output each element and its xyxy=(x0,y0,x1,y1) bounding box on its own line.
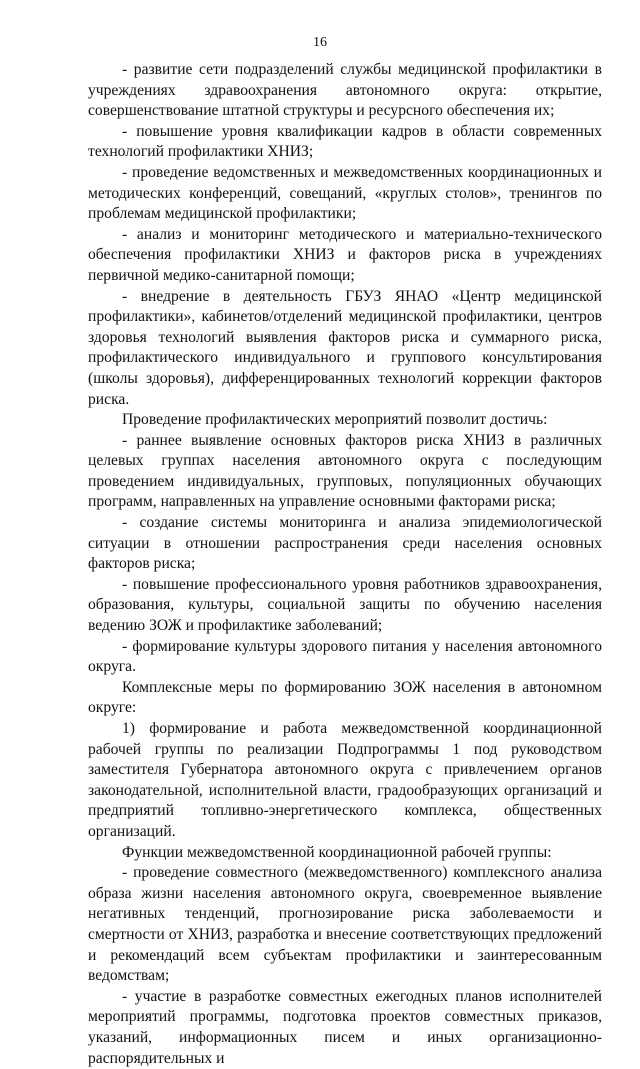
page-number: 16 xyxy=(313,35,327,50)
paragraph: - повышение уровня квалификации кадров в области современных технологий профилактики ХНИЗ; xyxy=(88,122,602,161)
paragraph: Комплексные меры по формированию ЗОЖ населения в автономном округе: xyxy=(88,678,602,717)
paragraph: - формирование культуры здорового питания у населения автономного округа. xyxy=(88,637,602,676)
paragraph: 1) формирование и работа межведомственной координационной рабочей группы по реализации Подпрограммы 1 под руководством заместителя Губернатора автономного округа с привлечением органов законодательной, исполнительной власти, градообразующих организаций и предприятий топливно-энергетического комплекса, общественных организаций. xyxy=(88,720,602,840)
paragraph: - анализ и мониторинг методического и материально-технического обеспечения профилактики ХНИЗ и факторов риска в учреждениях первичной медико-санитарной помощи; xyxy=(88,225,602,284)
paragraph: - создание системы мониторинга и анализа эпидемиологической ситуации в отношении распространения среди населения основных факторов риска; xyxy=(88,514,602,573)
paragraph: - внедрение в деятельность ГБУЗ ЯНАО «Центр медицинской профилактики», кабинетов/отделений медицинской профилактики, центров здоровья технологий выявления факторов риска и суммарного риска, профилактического индивидуального и группового консультирования (школы здоровья), дифференцированных технологий коррекции факторов риска. xyxy=(88,287,602,408)
paragraph: Проведение профилактических мероприятий позволит достичь: xyxy=(122,411,548,429)
paragraph: - проведение совместного (межведомственного) комплексного анализа образа жизни населения автономного округа, своевременное выявление негативных тенденций, прогнозирование риска заболеваемости и смертности от ХНИЗ, разработка и внесение соответствующих предложений и рекомендаций всем субъектам профилактики и заинтересованным ведомствам; xyxy=(88,864,602,985)
body-text xyxy=(88,60,602,1069)
paragraph: Функции межведомственной координационной рабочей группы: xyxy=(122,843,552,861)
paragraph: - развитие сети подразделений службы медицинской профилактики в учреждениях здравоохранения автономного округа: открытие, совершенствование штатной структуры и ресурсного обеспечения их; xyxy=(88,61,602,120)
paragraph: - повышение профессионального уровня работников здравоохранения, образования, культуры, социальной защиты по обучению населения ведению ЗОЖ и профилактике заболеваний; xyxy=(88,575,602,635)
paragraph: - раннее выявление основных факторов риска ХНИЗ в различных целевых группах населения автономного округа с последующим проведением индивидуальных, групповых, популяционных обучающих программ, направленных на управление основными факторами риска; xyxy=(88,431,602,511)
paragraph: - проведение ведомственных и межведомственных координационных и методических конференций, совещаний, «круглых столов», тренингов по проблемам медицинской профилактики; xyxy=(88,163,602,223)
paragraph: - участие в разработке совместных ежегодных планов исполнителей мероприятий программы, подготовка проектов совместных приказов, указаний, информационных писем и иных организационно-распорядительных и xyxy=(88,987,602,1067)
